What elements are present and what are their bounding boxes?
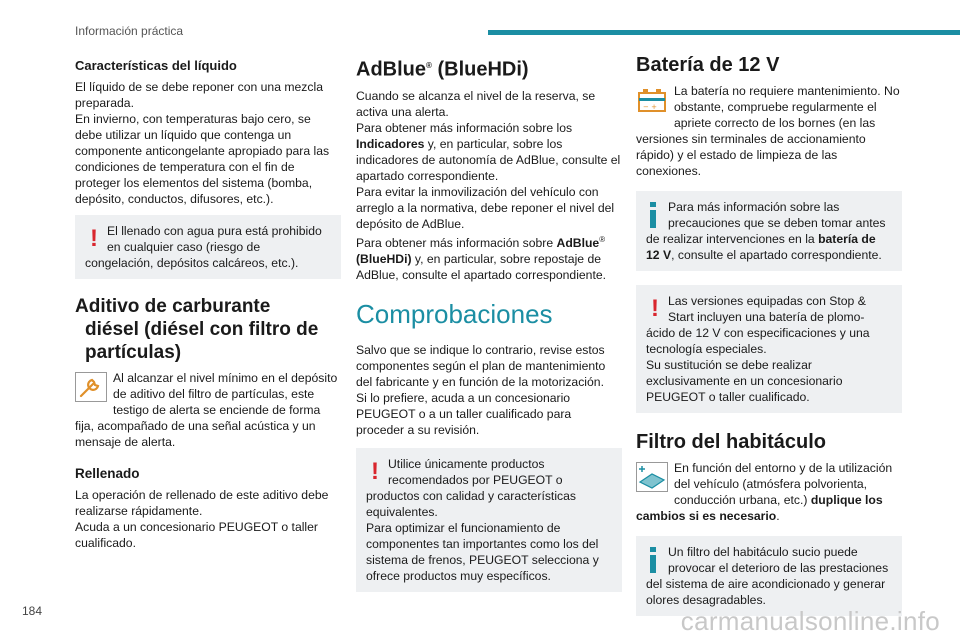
text-run: . bbox=[776, 509, 780, 523]
svg-text:− +: − + bbox=[643, 103, 657, 111]
column-right bbox=[636, 52, 902, 626]
paragraph: En invierno, con temperaturas bajo cero, se debe utilizar un líquido que contenga un componente anticongelante apropiado para las condiciones de temperatura con el fin de proteger los elementos del sistema (bomba, depósito, conductos, difusores, etc.). bbox=[75, 112, 330, 206]
heading-comprobaciones: Comprobaciones bbox=[356, 298, 553, 329]
watermark: carmanualsonline.info bbox=[680, 606, 940, 636]
warning-text: Para optimizar el funcionamiento de componentes tan importantes como los del sistema de frenos, PEUGEOT selecciona y ofrece productos muy específicos. bbox=[366, 520, 599, 583]
warning-icon: ! bbox=[90, 225, 98, 252]
paragraph bbox=[356, 232, 622, 283]
text-run: Para obtener más información sobre los bbox=[356, 120, 573, 135]
warning-note bbox=[636, 285, 902, 413]
paragraph bbox=[636, 460, 902, 524]
info-text bbox=[646, 199, 892, 263]
cabin-filter-icon bbox=[636, 462, 668, 492]
text-run: Para obtener más información sobre bbox=[356, 235, 557, 250]
info-note bbox=[636, 536, 902, 616]
heading-aditivo bbox=[75, 295, 341, 364]
text-run: En función del entorno y de la utilización del vehículo (atmósfera polvorienta, conducción urbana, etc.) bbox=[674, 461, 893, 507]
heading-sup: ® bbox=[426, 61, 432, 70]
paragraph bbox=[356, 120, 622, 184]
paragraph: Acuda a un concesionario PEUGEOT o taller cualificado. bbox=[75, 520, 318, 550]
warning-text: Las versiones equipadas con Stop & Start incluyen una batería de plomo-ácido de 12 V con especificaciones y una tecnología especiales. bbox=[646, 294, 870, 356]
paragraph: Salvo que se indique lo contrario, revise estos componentes según el plan de mantenimiento del fabricante y en función de la motorización. bbox=[356, 342, 606, 389]
heading-line: Aditivo de carburante bbox=[75, 296, 271, 317]
warning-text: Utilice únicamente productos recomendados por PEUGEOT o productos con calidad y características equivalentes. bbox=[366, 456, 576, 519]
warning-text: Su sustitución se debe realizar exclusivamente en un concesionario PEUGEOT o taller cualificado. bbox=[646, 358, 843, 404]
heading-rellenado: Rellenado bbox=[75, 466, 140, 481]
warning-icon: ! bbox=[651, 295, 659, 322]
heading-bateria: Batería de 12 V bbox=[636, 54, 780, 76]
heading-caracteristicas: Características del líquido bbox=[75, 58, 237, 73]
paragraph: Si lo prefiere, acuda a un concesionario PEUGEOT o a un taller cualificado para proceder a su revisión. bbox=[356, 390, 572, 437]
text-sup: ® bbox=[599, 234, 606, 244]
page-number: 184 bbox=[22, 604, 43, 618]
warning-note bbox=[75, 215, 341, 279]
text-bold: duplique los cambios si es necesario bbox=[636, 493, 883, 523]
text-bold: (BlueHDi) bbox=[356, 251, 412, 266]
paragraph: Al alcanzar el nivel mínimo en el depósito de aditivo del filtro de partículas, este testigo de alerta se enciende de forma fija, acompañado de una señal acústica y un mensaje de alerta. bbox=[75, 371, 338, 449]
text-bold: batería de 12 V bbox=[646, 232, 876, 262]
info-text: Un filtro del habitáculo sucio puede provocar el deterioro de las prestaciones del sistema de aire acondicionado y generar olores desagradables. bbox=[646, 545, 889, 607]
running-header: Información práctica bbox=[75, 24, 184, 38]
info-icon bbox=[650, 202, 656, 228]
paragraph: Cuando se alcanza el nivel de la reserva, se activa una alerta. bbox=[356, 88, 596, 119]
heading-line: diésel (diésel con filtro de bbox=[85, 319, 319, 340]
text-run: Para más información sobre las precauciones que se deben tomar antes de realizar intervenciones en la bbox=[646, 200, 886, 246]
heading-line: partículas) bbox=[85, 342, 182, 363]
info-icon bbox=[650, 547, 656, 573]
info-note bbox=[636, 191, 902, 271]
paragraph: El líquido de se debe reponer con una mezcla preparada. bbox=[75, 80, 323, 110]
text-bold: Indicadores bbox=[356, 136, 425, 151]
text-run: y, en particular, sobre repostaje de AdBlue, consulte el apartado correspondiente. bbox=[356, 251, 607, 282]
text-run: y, en particular, sobre los indicadores de autonomía de AdBlue, consulte el apartado correspondiente. bbox=[356, 136, 621, 183]
column-left bbox=[75, 52, 341, 551]
wrench-icon bbox=[75, 372, 107, 402]
paragraph: Para evitar la inmovilización del vehículo con arreglo a la normativa, debe reponer el nivel del depósito de AdBlue. bbox=[356, 184, 615, 231]
heading-adblue bbox=[356, 54, 622, 82]
paragraph: La operación de rellenado de este aditivo debe realizarse rápidamente. bbox=[75, 488, 329, 518]
heading-text: AdBlue bbox=[356, 58, 426, 81]
text-run: , consulte el apartado correspondiente. bbox=[671, 248, 882, 262]
text-bold: AdBlue bbox=[556, 235, 600, 250]
warning-text: El llenado con agua pura está prohibido en cualquier caso (riesgo de congelación, depósitos calcáreos, etc.). bbox=[85, 224, 322, 270]
header-accent-bar bbox=[488, 30, 960, 35]
warning-note bbox=[356, 448, 622, 592]
battery-icon bbox=[636, 85, 668, 115]
heading-text: (BlueHDi) bbox=[431, 58, 529, 81]
column-middle bbox=[356, 52, 622, 602]
paragraph: La batería no requiere mantenimiento. No obstante, compruebe regularmente el apriete correcto de los bornes (en las versiones sin terminales de accionamiento rápido) y el estado de limpieza de las conexiones. bbox=[636, 84, 900, 178]
heading-filtro: Filtro del habitáculo bbox=[636, 431, 827, 453]
warning-icon: ! bbox=[371, 457, 379, 485]
